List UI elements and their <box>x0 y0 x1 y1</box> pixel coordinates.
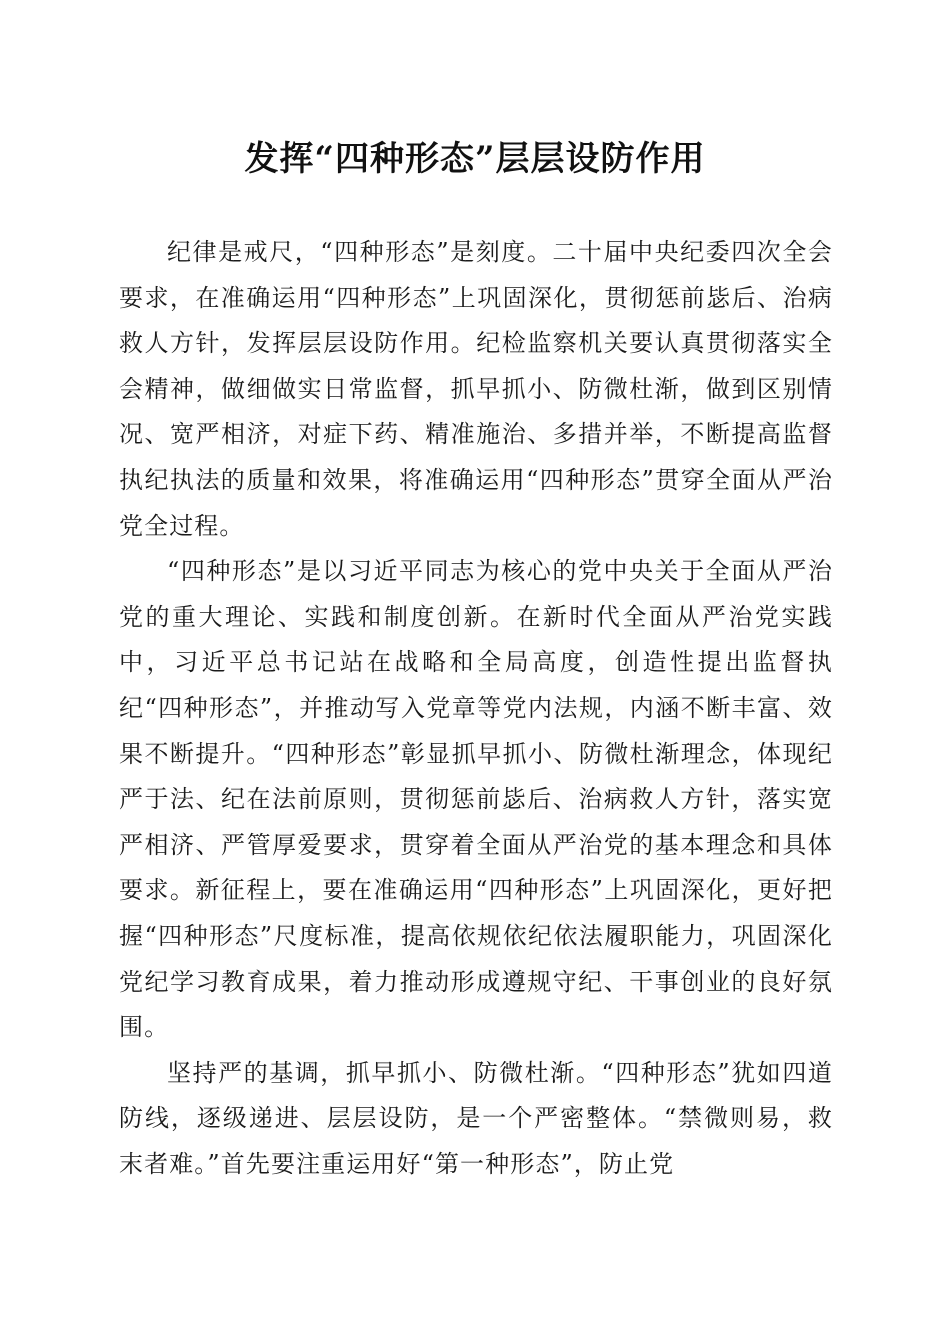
paragraph-1: 纪律是戒尺，“四种形态”是刻度。二十届中央纪委四次全会要求，在准确运用“四种形态”上巩固深化，贯彻惩前毖后、治病救人方针，发挥层层设防作用。纪检监察机关要认真贯彻落实全会精神，做细做实日常监督，抓早抓小、防微杜渐，做到区别情况、宽严相济，对症下药、精准施治、多措并举，不断提高监督执纪执法的质量和效果，将准确运用“四种形态”贯穿全面从严治党全过程。 <box>119 238 833 540</box>
document-body <box>119 230 833 1187</box>
document-title: 发挥“四种形态”层层设防作用 <box>244 139 706 179</box>
paragraph-2: “四种形态”是以习近平同志为核心的党中央关于全面从严治党的重大理论、实践和制度创新。在新时代全面从严治党实践中，习近平总书记站在战略和全局高度，创造性提出监督执纪“四种形态”，并推动写入党章等党内法规，内涵不断丰富、效果不断提升。“四种形态”彰显抓早抓小、防微杜渐理念，体现纪严于法、纪在法前原则，贯彻惩前毖后、治病救人方针，落实宽严相济、严管厚爱要求，贯穿着全面从严治党的基本理念和具体要求。新征程上，要在准确运用“四种形态”上巩固深化，更好把握“四种形态”尺度标准，提高依规依纪依法履职能力，巩固深化党纪学习教育成果，着力推动形成遵规守纪、干事创业的良好氛围。 <box>119 557 833 1042</box>
paragraph-3: 坚持严的基调，抓早抓小、防微杜渐。“四种形态”犹如四道防线，逐级递进、层层设防，是一个严密整体。“禁微则易，救末者难。”首先要注重运用好“第一种形态”，防止党 <box>119 1058 833 1178</box>
